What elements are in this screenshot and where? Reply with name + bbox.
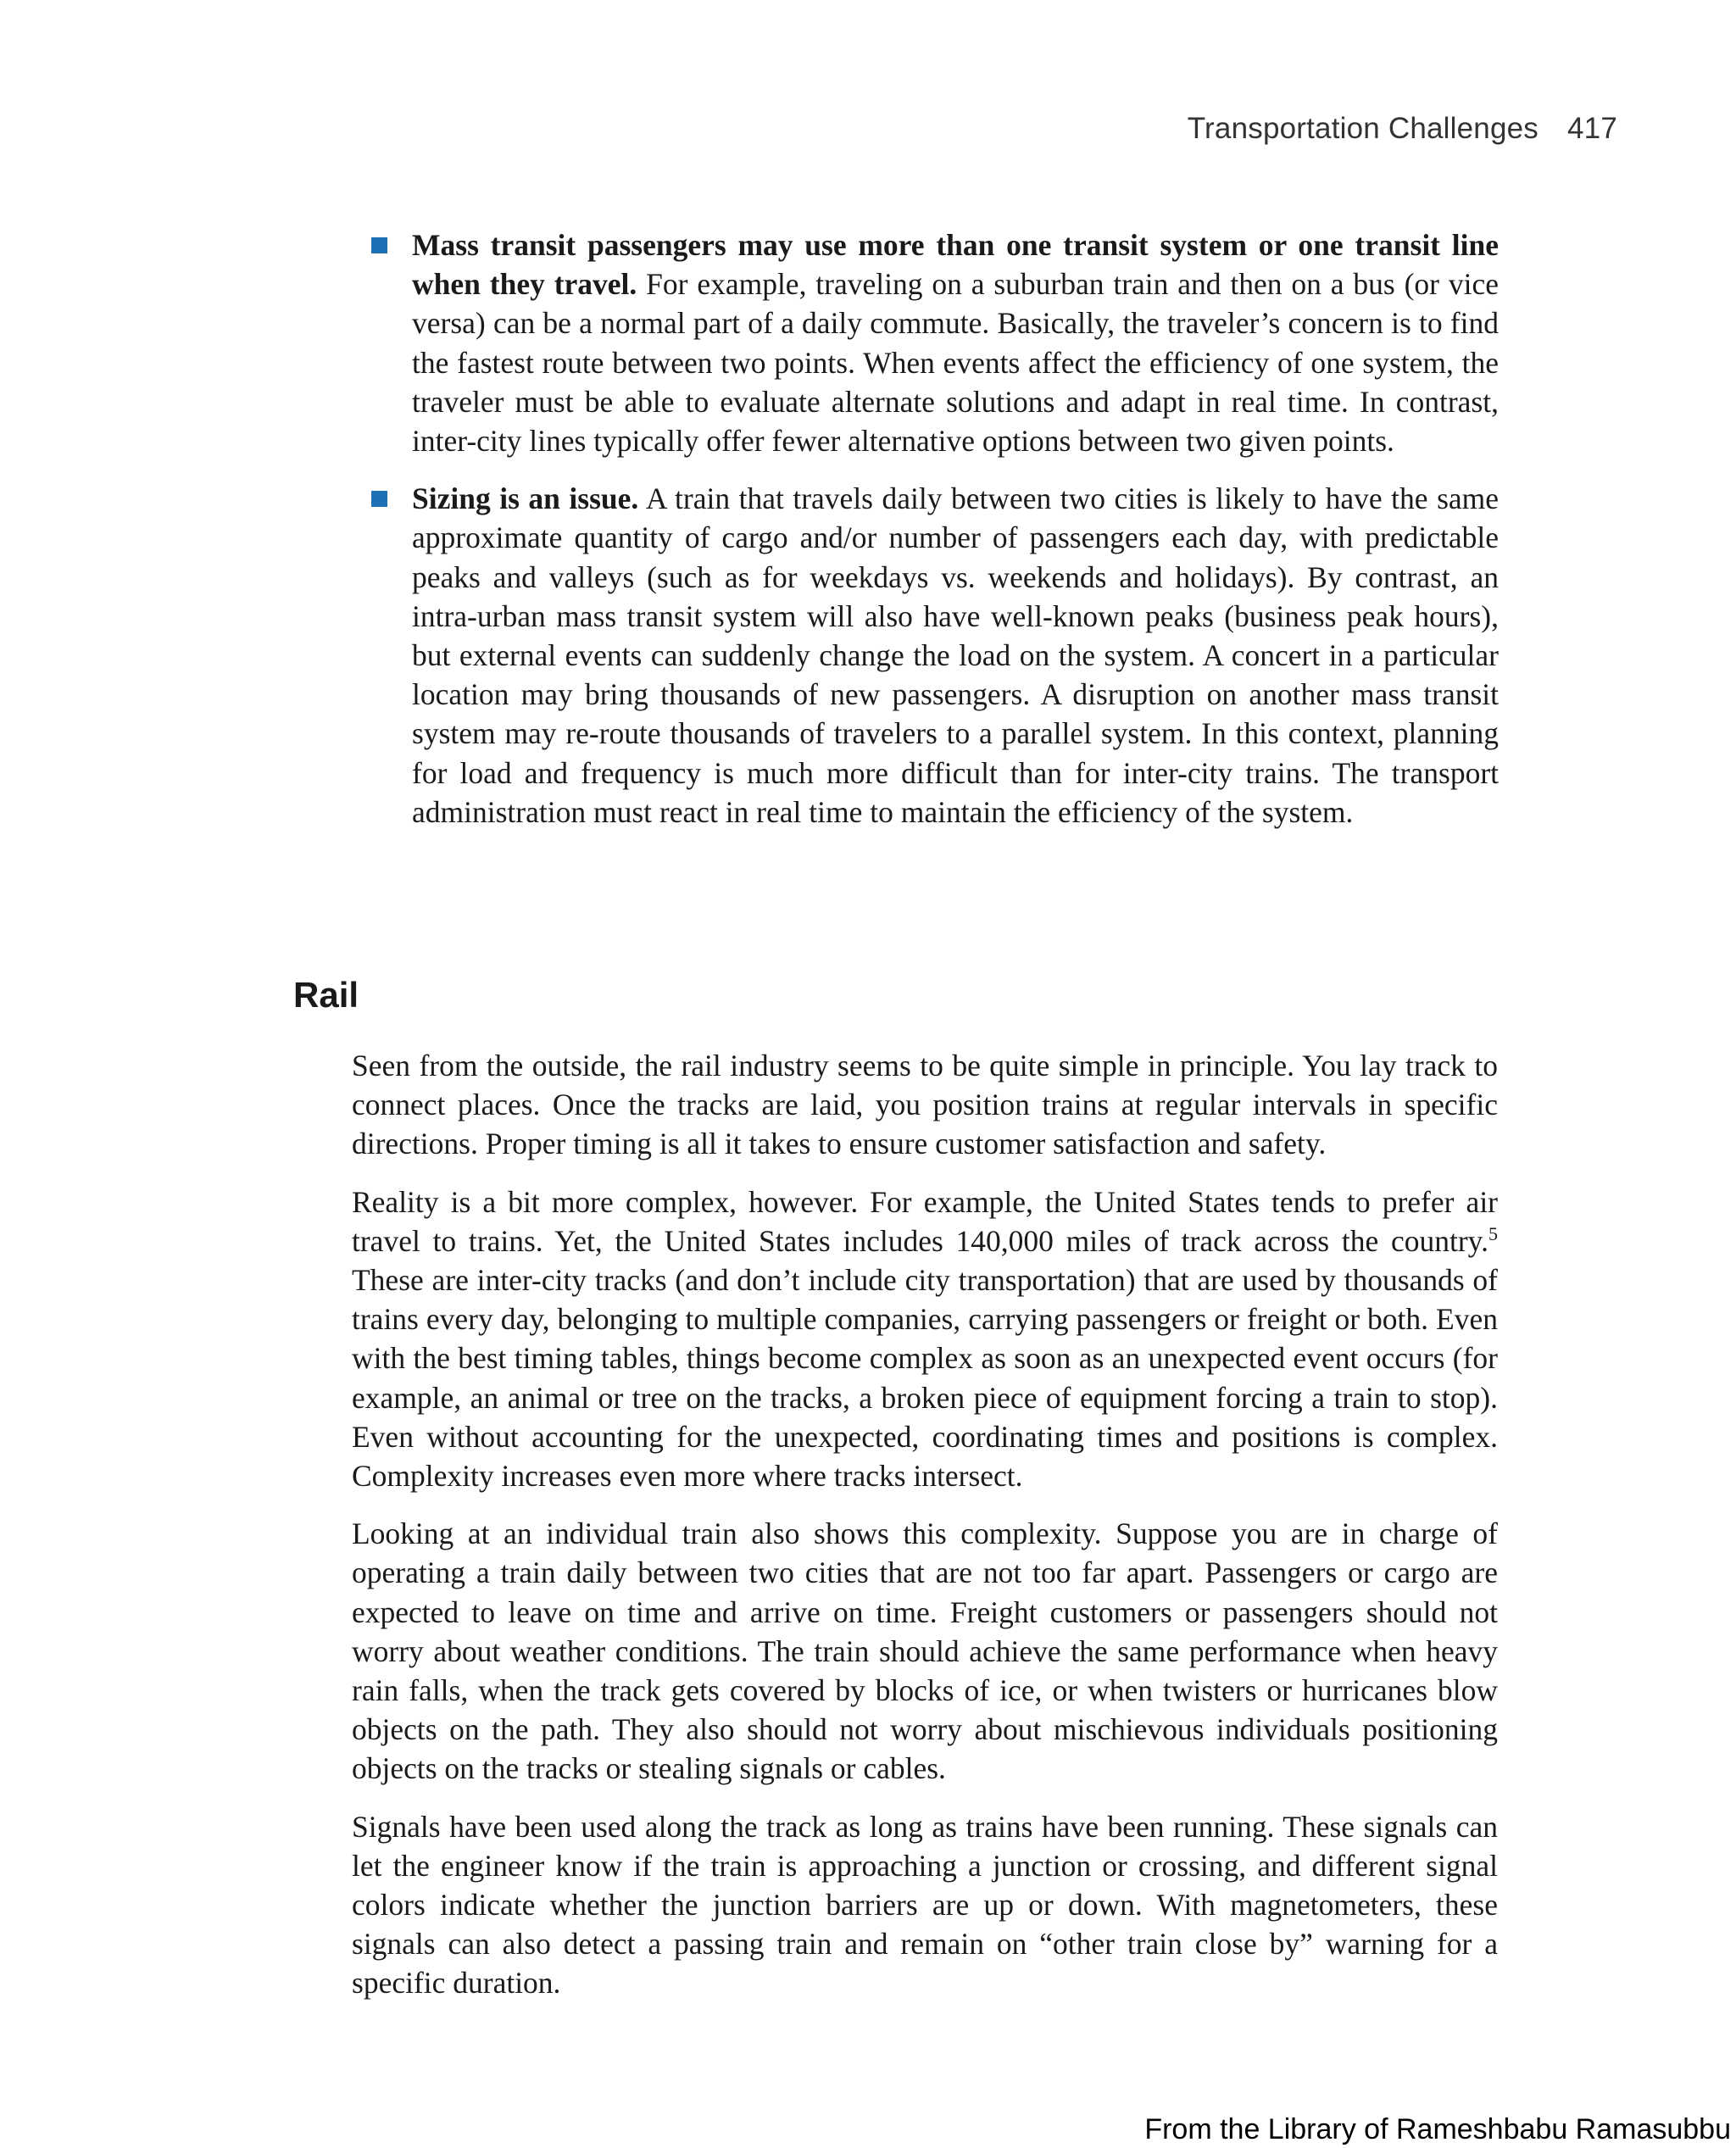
square-bullet-icon xyxy=(371,237,387,253)
paragraph: Seen from the outside, the rail industry seems to be quite simple in principle. You lay track to connect places. Once the tracks are laid, you position trains at regular intervals in specific directions. Proper timing is all it takes to ensure customer satisfaction and safety. xyxy=(352,1049,1498,1161)
bullet-list xyxy=(371,225,1499,850)
paragraph: Signals have been used along the track as long as trains have been running. These signals can let the engineer know if the train is approaching a junction or crossing, and different signal colors indicate whether the junction barriers are up or down. With magnetometers, these signals can also detect a passing train and remain on “other train close by” warning for a specific duration. xyxy=(352,1809,1498,2001)
paragraph: Looking at an individual train also shows this complexity. Suppose you are in charge of operating a train daily between two cities that are not too far apart. Passengers or cargo are expected to leave on time and arrive on time. Freight customers or passengers should not worry about weather conditions. The train should achieve the same performance when heavy rain falls, when the track gets covered by blocks of ice, or when twisters or hurricanes blow objects on the path. They also should not worry about mischievous individuals positioning objects on the tracks or stealing signals or cables. xyxy=(352,1516,1498,1786)
paragraph xyxy=(352,1183,1498,1496)
section-body xyxy=(352,1046,1498,2022)
library-watermark: From the Library of Rameshbabu Ramasubbu xyxy=(1144,2113,1731,2145)
section-heading: Rail xyxy=(293,975,359,1015)
bullet-item xyxy=(371,479,1499,832)
bullet-text: A train that travels daily between two cities is likely to have the same approximate quantity of cargo and/or number of passengers each day, with predictable peaks and valleys (such as for weekdays vs. weekends and holidays). By contrast, an intra-urban mass transit system will also have well-known peaks (business peak hours), but external events can suddenly change the load on the system. A concert in a particular location may bring thousands of new passengers. A disruption on another mass transit system may re-route thousands of travelers to a parallel system. In this context, planning for load and frequency is much more difficult than for inter-city trains. The transport administration must react in real time to maintain the efficiency of the system. xyxy=(412,481,1500,829)
bullet-item xyxy=(371,225,1499,460)
paragraph-text: Reality is a bit more complex, however. For example, the United States tends to prefer air travel to trains. Yet, the United States includes 140,000 miles of track across the country. xyxy=(352,1184,1498,1258)
footnote-reference[interactable]: 5 xyxy=(1488,1222,1498,1244)
square-bullet-icon xyxy=(371,491,387,507)
bullet-lead: Sizing is an issue. xyxy=(412,481,639,516)
bullet-text: For example, traveling on a suburban train and then on a bus (or vice versa) can be a normal part of a daily commute. Basically, the traveler’s concern is to find the fastest route between two points. When events affect the efficiency of one system, the traveler must be able to evaluate alternate solutions and adapt in real time. In contrast, inter-city lines typically offer fewer alternative options between two given points. xyxy=(412,267,1499,459)
page-number: 417 xyxy=(1567,112,1617,145)
running-title: Transportation Challenges xyxy=(1187,112,1538,145)
bullet-lead: Mass transit passengers may use more than one transit system or one transit line when they travel. xyxy=(412,228,1499,302)
paragraph-text: These are inter-city tracks (and don’t include city transportation) that are used by thousands of trains every day, belonging to multiple companies, carrying passengers or freight or both. Even with the best timing tables, things become complex as soon as an unexpected event occurs (for example, an animal or tree on the tracks, a broken piece of equipment forcing a train to stop). Even without accounting for the unexpected, coordinating times and positions is complex. Complexity increases even more where tracks intersect. xyxy=(352,1263,1498,1494)
running-head xyxy=(1188,112,1617,146)
